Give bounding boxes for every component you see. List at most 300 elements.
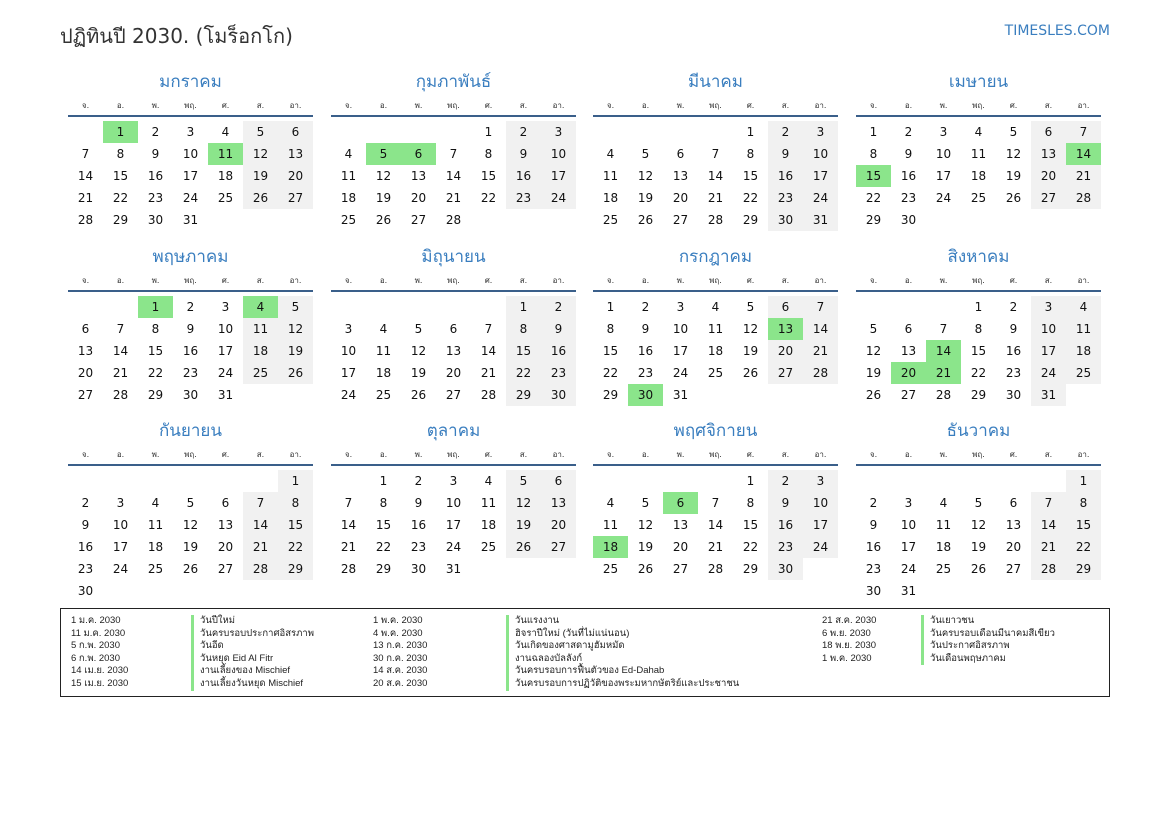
day-cell: 9 [869,518,878,532]
day-cell: 24 [803,187,838,209]
empty-cell [243,384,278,406]
holiday-name: วันครบรอบประกาศอิสรภาพ [200,627,314,639]
day-cell: 29 [112,213,129,227]
holiday-name: วันหยุด Eid Al Fitr [200,652,274,664]
holiday-name: วันครบรอบการฟื้นตัวของ Ed-Dahab [515,665,665,677]
day-cell: 3 [344,322,353,336]
weekday-label: อ. [116,276,125,285]
day-cell: 5 [746,300,755,314]
day-cell: 30 [865,584,882,598]
month-block [68,245,313,406]
day-cell: 21 [480,366,497,380]
header-rule [593,115,838,117]
empty-cell [436,296,471,318]
holiday-name: วันอีด [200,640,224,652]
day-cell: 14 [707,169,724,183]
empty-cell [733,384,768,406]
day-cell: 14 [77,169,94,183]
weekday-label: พ. [414,450,423,459]
day-cell: 6 [221,496,230,510]
day-cell: 2 [541,296,576,318]
day-cell: 29 [1066,558,1101,580]
day-cell: 1 [606,300,615,314]
day-cell: 6 [541,470,576,492]
weekday-label: พ. [939,101,948,110]
day-cell: 13 [77,344,94,358]
weekday-label: ส. [781,450,790,459]
day-cell: 30 [1005,388,1022,402]
weekday-header [331,98,576,113]
day-cell: 1 [1066,470,1101,492]
holiday-date: 11 ม.ค. 2030 [71,627,126,639]
day-cell: 17 [1031,340,1066,362]
day-cell: 20 [541,514,576,536]
month-block [331,245,576,406]
day-cell: 22 [1066,536,1101,558]
month-name: พฤษภาคม [152,247,229,267]
day-cell: 19 [182,540,199,554]
day-cell: 23 [147,191,164,205]
day-cell: 3 [904,496,913,510]
weekday-header [68,447,313,462]
empty-cell [541,209,576,231]
day-cell: 28 [1031,558,1066,580]
day-cell: 19 [970,540,987,554]
day-cell: 18 [375,366,392,380]
day-cell: 14 [926,340,961,362]
month-block [593,419,838,580]
day-cell: 13 [217,518,234,532]
day-cell: 18 [707,344,724,358]
day-cell: 10 [217,322,234,336]
day-cell: 19 [278,340,313,362]
weekday-label: ศ. [221,450,230,459]
weekday-label: จ. [344,276,353,285]
day-cell: 20 [278,165,313,187]
day-cell: 7 [711,147,720,161]
day-cell: 10 [1031,318,1066,340]
holiday-name: วันประกาศอิสรภาพ [930,640,1010,652]
weekday-label: อา. [552,276,565,285]
day-cell: 20 [410,191,427,205]
weekday-label: พฤ. [709,276,722,285]
weekday-label: จ. [81,450,90,459]
weekday-label: ศ. [484,101,493,110]
weekday-label: พฤ. [184,276,197,285]
weekday-label: ส. [519,450,528,459]
day-cell: 29 [375,562,392,576]
month-block [856,70,1101,231]
weekday-header [593,447,838,462]
day-cell: 26 [742,366,759,380]
day-cell: 4 [1066,296,1101,318]
day-cell: 13 [768,318,803,340]
day-cell: 4 [243,296,278,318]
day-cell: 24 [1031,362,1066,384]
day-cell: 31 [803,209,838,231]
day-cell: 29 [278,558,313,580]
weekday-label: อ. [904,276,913,285]
day-cell: 13 [672,518,689,532]
day-cell: 6 [401,143,436,165]
day-cell: 2 [768,121,803,143]
weekday-label: ศ. [746,101,755,110]
month-name: กันยายน [158,421,222,441]
day-cell: 25 [935,562,952,576]
day-cell: 29 [970,388,987,402]
weekday-label: ส. [1044,101,1053,110]
day-cell: 25 [707,366,724,380]
day-cell: 30 [900,213,917,227]
day-cell: 18 [340,191,357,205]
day-cell: 23 [182,366,199,380]
day-cell: 27 [768,362,803,384]
holiday-date: 6 ก.พ. 2030 [71,652,120,664]
day-cell: 23 [77,562,94,576]
day-cell: 15 [147,344,164,358]
day-cell: 3 [939,125,948,139]
day-cell: 14 [340,518,357,532]
empty-cell [663,121,698,143]
day-cell: 18 [1066,340,1101,362]
day-cell: 28 [445,213,462,227]
empty-cell [856,470,891,492]
empty-cell [331,121,366,143]
empty-cell [926,296,961,318]
day-cell: 7 [1031,492,1066,514]
day-cell: 5 [414,322,423,336]
day-cell: 17 [672,344,689,358]
day-cell: 4 [939,496,948,510]
day-cell: 24 [541,187,576,209]
day-cell: 22 [480,191,497,205]
day-cell: 5 [366,143,401,165]
day-cell: 10 [935,147,952,161]
empty-cell [1066,384,1101,406]
day-cell: 24 [112,562,129,576]
day-cell: 23 [900,191,917,205]
day-cell: 18 [935,540,952,554]
day-cell: 23 [768,536,803,558]
day-cell: 18 [602,191,619,205]
day-cell: 27 [77,388,94,402]
day-cell: 20 [1005,540,1022,554]
day-cell: 11 [935,518,952,532]
day-cell: 4 [344,147,353,161]
holiday-names [191,615,314,691]
weekday-label: พฤ. [447,450,460,459]
header-rule [331,115,576,117]
weekday-label: ส. [1044,276,1053,285]
day-cell: 27 [672,562,689,576]
day-cell: 26 [375,213,392,227]
day-cell: 26 [1005,191,1022,205]
day-cell: 23 [1005,366,1022,380]
day-cell: 15 [742,518,759,532]
day-cell: 6 [768,296,803,318]
day-cell: 28 [77,213,94,227]
day-cell: 9 [186,322,195,336]
weekday-label: ศ. [484,276,493,285]
day-cell: 7 [344,496,353,510]
weekday-label: จ. [81,276,90,285]
weekday-label: ศ. [484,450,493,459]
empty-cell [243,580,278,602]
weekday-label: อา. [1077,101,1090,110]
day-cell: 11 [602,169,619,183]
weekday-label: ศ. [1009,450,1018,459]
day-cell: 2 [904,125,913,139]
empty-cell [278,209,313,231]
weekday-header [331,447,576,462]
weekday-header [856,447,1101,462]
day-cell: 5 [641,147,650,161]
day-cell: 24 [672,366,689,380]
weekday-label: จ. [606,276,615,285]
day-cell: 8 [606,322,615,336]
day-cell: 25 [1066,362,1101,384]
site-link[interactable]: TIMESLES.COM [1004,23,1110,39]
day-cell: 24 [340,388,357,402]
weekday-label: อ. [116,101,125,110]
weekday-label: ส. [1044,450,1053,459]
weekday-label: อ. [641,450,650,459]
weekday-label: พฤ. [709,101,722,110]
empty-cell [996,470,1031,492]
day-cell: 11 [340,169,357,183]
day-cell: 5 [641,496,650,510]
holiday-name: วันแรงงาน [515,615,560,626]
day-cell: 31 [900,584,917,598]
day-cell: 14 [445,169,462,183]
weekday-label: พฤ. [447,276,460,285]
empty-cell [243,470,278,492]
day-cell: 21 [707,540,724,554]
day-cell: 25 [970,191,987,205]
weekday-label: ศ. [746,276,755,285]
day-cell: 8 [746,496,755,510]
day-cell: 24 [217,366,234,380]
holiday-names [921,615,1055,665]
day-cell: 13 [410,169,427,183]
day-cell: 9 [641,322,650,336]
day-cell: 24 [900,562,917,576]
day-cell: 15 [278,514,313,536]
day-cell: 31 [1031,384,1066,406]
day-grid [593,470,838,580]
day-cell: 30 [541,384,576,406]
month-name: มิถุนายน [421,247,486,267]
day-cell: 21 [926,362,961,384]
day-cell: 25 [375,388,392,402]
day-cell: 16 [900,169,917,183]
day-cell: 9 [904,147,913,161]
day-cell: 19 [1005,169,1022,183]
day-cell: 3 [186,125,195,139]
weekday-header [593,98,838,113]
day-cell: 26 [970,562,987,576]
day-cell: 18 [970,169,987,183]
day-cell: 9 [506,143,541,165]
day-cell: 28 [112,388,129,402]
day-cell: 18 [217,169,234,183]
day-cell: 21 [112,366,129,380]
holiday-dates [71,615,128,691]
day-cell: 8 [1066,492,1101,514]
holiday-name: งานฉลองบัลลังก์ [515,652,583,664]
weekday-label: พฤ. [184,101,197,110]
weekday-label: อ. [904,101,913,110]
day-cell: 12 [742,322,759,336]
empty-cell [926,580,961,602]
day-cell: 6 [278,121,313,143]
holiday-name: งานเลี้ยงวันหยุด Mischief [200,677,304,689]
day-cell: 29 [506,384,541,406]
weekday-header [856,98,1101,113]
day-cell: 21 [1031,536,1066,558]
weekday-label: ศ. [221,101,230,110]
empty-cell [471,209,506,231]
weekday-label: อ. [641,276,650,285]
day-cell: 9 [768,492,803,514]
empty-cell [68,296,103,318]
day-cell: 19 [243,165,278,187]
header-rule [331,290,576,292]
day-cell: 5 [506,470,541,492]
empty-cell [366,296,401,318]
day-cell: 4 [221,125,230,139]
empty-cell [173,580,208,602]
day-cell: 2 [1009,300,1018,314]
day-cell: 6 [449,322,458,336]
day-cell: 12 [865,344,882,358]
empty-cell [698,121,733,143]
day-cell: 25 [243,362,278,384]
day-cell: 11 [147,518,164,532]
weekday-label: อ. [904,450,913,459]
weekday-label: จ. [869,276,878,285]
day-cell: 7 [116,322,125,336]
month-block [331,70,576,231]
day-cell: 17 [182,169,199,183]
day-cell: 9 [81,518,90,532]
empty-cell [961,470,996,492]
month-block [331,419,576,580]
day-cell: 24 [182,191,199,205]
weekday-label: ศ. [1009,276,1018,285]
day-cell: 29 [147,388,164,402]
day-cell: 20 [672,191,689,205]
day-cell: 16 [506,165,541,187]
empty-cell [891,296,926,318]
day-cell: 16 [768,165,803,187]
month-name: พฤศจิกายน [673,421,758,441]
holiday-dates [822,615,876,665]
empty-cell [926,209,961,231]
day-cell: 27 [278,187,313,209]
day-cell: 27 [410,213,427,227]
day-cell: 25 [147,562,164,576]
day-cell: 27 [900,388,917,402]
day-cell: 15 [506,340,541,362]
day-cell: 22 [147,366,164,380]
day-cell: 12 [637,518,654,532]
weekday-label: พฤ. [972,276,985,285]
day-cell: 24 [803,536,838,558]
weekday-label: พฤ. [972,101,985,110]
day-cell: 20 [217,540,234,554]
day-cell: 13 [900,344,917,358]
day-cell: 1 [138,296,173,318]
day-cell: 7 [711,496,720,510]
day-cell: 19 [375,191,392,205]
month-block [856,245,1101,406]
day-cell: 31 [445,562,462,576]
day-cell: 17 [803,514,838,536]
day-cell: 29 [742,213,759,227]
day-cell: 1 [506,296,541,318]
day-cell: 29 [602,388,619,402]
empty-cell [541,558,576,580]
weekday-label: อา. [814,450,827,459]
day-cell: 9 [768,143,803,165]
day-cell: 17 [112,540,129,554]
day-cell: 9 [541,318,576,340]
day-cell: 28 [1066,187,1101,209]
day-cell: 25 [602,562,619,576]
weekday-label: พฤ. [972,450,985,459]
day-cell: 31 [182,213,199,227]
day-cell: 22 [375,540,392,554]
holiday-name: วันปีใหม่ [200,615,236,626]
weekday-label: อา. [289,101,302,110]
day-cell: 24 [935,191,952,205]
day-cell: 18 [243,340,278,362]
day-cell: 1 [869,125,878,139]
day-cell: 5 [974,496,983,510]
day-cell: 17 [340,366,357,380]
empty-cell [208,580,243,602]
day-cell: 13 [1031,143,1066,165]
empty-cell [1066,209,1101,231]
day-cell: 8 [746,147,755,161]
day-cell: 8 [379,496,388,510]
page-title: ปฏิทินปี 2030. (โมร็อกโก) [60,24,293,48]
weekday-label: พ. [676,101,685,110]
month-name: ตุลาคม [426,421,481,441]
weekday-label: อ. [116,450,125,459]
day-cell: 27 [672,213,689,227]
day-grid [856,470,1101,602]
day-cell: 22 [602,366,619,380]
day-cell: 8 [484,147,493,161]
empty-cell [663,470,698,492]
day-cell: 11 [970,147,987,161]
day-cell: 3 [116,496,125,510]
day-cell: 10 [541,143,576,165]
empty-cell [803,384,838,406]
empty-cell [278,580,313,602]
weekday-label: พฤ. [447,101,460,110]
weekday-label: จ. [869,101,878,110]
day-cell: 19 [637,191,654,205]
day-cell: 16 [182,344,199,358]
weekday-label: พ. [414,276,423,285]
header-rule [856,115,1101,117]
empty-cell [1066,580,1101,602]
empty-cell [366,121,401,143]
day-cell: 3 [803,121,838,143]
